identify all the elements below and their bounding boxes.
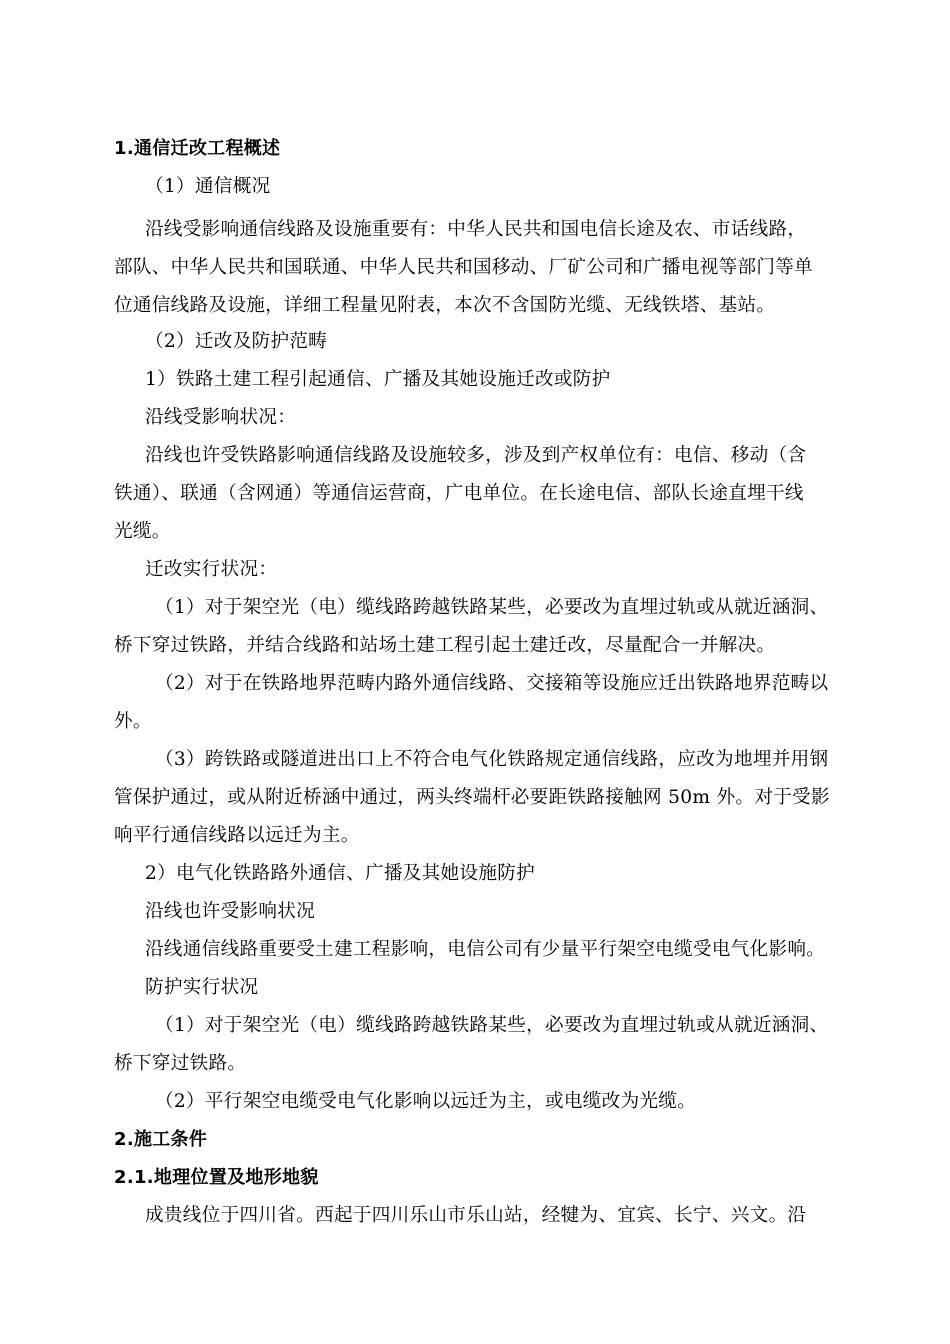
- subheading-relocation-scope: （2）迁改及防护范畴: [145, 331, 328, 352]
- list-item-line: 响平行通信线路以远迁为主。: [114, 825, 360, 846]
- list-item-line: （1）对于架空光（电）缆线路跨越铁路某些，必要改为直埋过轨或从就近涵洞、: [155, 597, 829, 618]
- list-item-line: 外。: [114, 711, 152, 732]
- list-item: 1）铁路土建工程引起通信、广播及其她设施迁改或防护: [145, 369, 611, 390]
- label-protection-status: 防护实行状况: [145, 977, 259, 998]
- list-item-line: （1）对于架空光（电）缆线路跨越铁路某些，必要改为直埋过轨或从就近涵洞、: [155, 1015, 829, 1036]
- label-possible-impact: 沿线也许受影响状况: [145, 901, 316, 922]
- list-item-line: 桥下穿过铁路，并结合线路和站场土建工程引起土建迁改，尽量配合一并解决。: [114, 635, 776, 656]
- list-item-line: （2）平行架空电缆受电气化影响以远迁为主，或电缆改为光缆。: [155, 1091, 697, 1112]
- paragraph-line: 沿线也许受铁路影响通信线路及设施较多，涉及到产权单位有：电信、移动（含: [145, 445, 807, 466]
- paragraph-line: 位通信线路及设施，详细工程量见附表，本次不含国防光缆、无线铁塔、基站。: [114, 295, 776, 316]
- list-item: 2）电气化铁路路外通信、广播及其她设施防护: [145, 863, 536, 884]
- list-item-line: （2）对于在铁路地界范畴内路外通信线路、交接箱等设施应迁出铁路地界范畴以: [155, 673, 829, 694]
- paragraph-line: 部队、中华人民共和国联通、中华人民共和国移动、厂矿公司和广播电视等部门等单: [114, 257, 814, 278]
- section-heading-2: 2.施工条件: [114, 1129, 208, 1150]
- section-heading-1: 1.通信迁改工程概述: [114, 138, 281, 159]
- label-relocation-status: 迁改实行状况：: [145, 559, 278, 580]
- paragraph-line: 沿线受影响通信线路及设施重要有：中华人民共和国电信长途及农、市话线路，: [145, 219, 807, 240]
- paragraph-line: 铁通）、联通（含网通）等通信运营商，广电单位。在长途电信、部队长途直埋干线: [114, 483, 804, 504]
- paragraph-line: 沿线通信线路重要受土建工程影响，电信公司有少量平行架空电缆受电气化影响。: [145, 939, 826, 960]
- label-impact-status: 沿线受影响状况：: [145, 407, 297, 428]
- subheading-communication-overview: （1）通信概况: [145, 176, 271, 197]
- list-item-line: 管保护通过，或从附近桥涵中通过，两头终端杆必要距铁路接触网 50m 外。对于受影: [114, 787, 830, 808]
- list-item-line: 桥下穿过铁路。: [114, 1053, 247, 1074]
- section-heading-2-1: 2.1.地理位置及地形地貌: [114, 1167, 319, 1188]
- paragraph-line: 成贵线位于四川省。西起于四川乐山市乐山站，经犍为、宜宾、长宁、兴文。沿: [145, 1205, 807, 1226]
- list-item-line: （3）跨铁路或隧道进出口上不符合电气化铁路规定通信线路，应改为地埋并用钢: [155, 749, 829, 770]
- paragraph-line: 光缆。: [114, 521, 171, 542]
